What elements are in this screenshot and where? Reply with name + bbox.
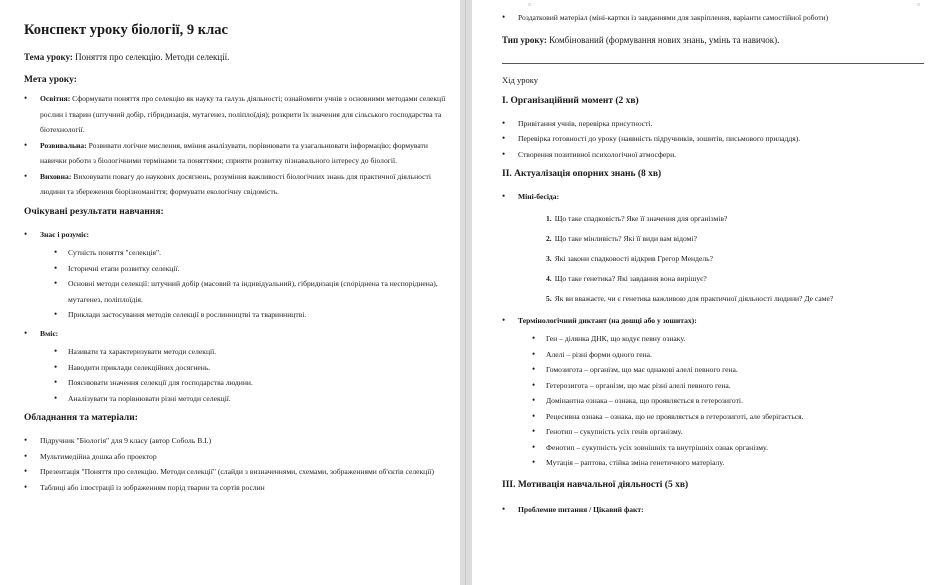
term-item: • Ген – ділянка ДНК, що кодує певну ознаку. [532,331,924,347]
problem-label: Проблемне питання / Цікавий факт: [518,504,644,514]
terms-list [532,331,924,471]
list-item: • Підручник "Біологія" для 9 класу (автор Соболь В.І.) [24,433,450,449]
goal-heading: Мета уроку: [24,75,77,86]
course-heading: Хід уроку [502,74,538,85]
term-item: • Домінантна ознака – ознака, що проявляється в гетерозиготі. [532,393,924,409]
lesson-topic-value: Поняття про селекцію. Методи селекції. [72,52,230,63]
term-item: • Фенотип – сукупність усіх зовнішніх та внутрішніх ознак організму. [532,440,924,456]
section1-list [502,116,924,163]
dictation-label: Термінологічний диктант (на дошці або у зошитах): [518,315,697,325]
page-gutter [460,0,472,585]
goal-item [24,138,450,169]
list-item: • Аналізувати та порівнювати різні методи селекції. [54,391,450,407]
goal-label: Розвивальна: [40,140,87,150]
section3-list [502,502,924,518]
results-heading: Очікувані результати навчання: [24,206,164,217]
list-item: • Наводити приклади селекційних досягнень. [54,360,450,376]
question-number: 1. [546,213,552,223]
list-item: • Привітання учнів, перевірка присутності. [502,116,924,132]
lesson-topic [24,51,450,64]
term-item: • Рецесивна ознака – ознака, що не проявляється в гетерозиготі, але зберігається. [532,409,924,425]
page-corner-icon: ▫ [917,0,920,9]
question-item [518,249,924,269]
goal-text: Виховувати повагу до наукових досягнень, розуміння важливості біологічних знань для практичної діяльності людини та збереження біорізноманіття; формувати екологічну свідомість. [40,171,431,197]
dictation-item [502,313,924,471]
results-knows [24,227,450,323]
document-page-right [472,0,940,585]
goal-text: Розвивати логічне мислення, вміння аналізувати, порівнювати та узагальнювати інформацію; формувати навички роботи з біологічними термінами та поняттями; сприяти розвитку пізнавального інтересу до біології. [40,140,428,166]
list-item: • Роздатковий матеріал (міні-картки із завданнями для закріплення, варіанти самостійної роботи) [502,10,924,26]
skills-list [54,344,450,406]
list-item: • Основні методи селекції: штучний добір (масовий та індивідуальний), гібридизація (споріднена та неспоріднена), мутагенез, поліплоїдія. [54,276,450,307]
conversation-item [502,189,924,309]
document-page-left [0,0,460,585]
question-text: Як ви вважаєте, чи є генетика важливою для практичної діяльності людини? Де саме? [554,293,834,303]
list-item: • Презентація "Поняття про селекцію. Методи селекції" (слайди з визначеннями, схемами, зображеннями об'єктів селекції) [24,464,450,480]
horizontal-rule [502,63,924,64]
list-item: • Мультимедійна дошка або проектор [24,449,450,465]
list-item: • Приклади застосування методів селекції в рослинництві та тваринництві. [54,307,450,323]
conversation-label: Міні-бесіда: [518,192,560,201]
section-heading: III. Мотивація навчальної діяльності (5 хв) [502,479,689,490]
term-item: • Мутація – раптова, стійка зміна генетичного матеріалу. [532,455,924,471]
question-item [518,209,924,229]
list-item: • Пояснювати значення селекції для господарства людини. [54,375,450,391]
question-number: 3. [546,253,552,263]
list-item: • Перевірка готовності до уроку (наявність підручників, зошитів, письмового приладдя). [502,131,924,147]
lesson-type-label: Тип уроку: [502,34,547,45]
goal-label: Виховна: [40,171,72,181]
term-item: • Гетерозигота – організм, що має різні алелі певного гена. [532,378,924,394]
list-item: • Створення позитивної психологічної атмосфери. [502,147,924,163]
equipment-list [24,433,450,495]
question-item [518,289,924,309]
list-item: • Називати та характеризувати методи селекції. [54,344,450,360]
lesson-type-value: Комбінований (формування нових знань, умінь та навичок). [546,34,780,45]
goal-label: Освітня: [40,94,71,104]
question-list [518,209,924,309]
page-corner-icon: ▫ [528,0,531,9]
question-text: Що таке генетика? Які завдання вона вирішує? [554,273,707,283]
section2-list [502,189,924,471]
document-title: Конспект уроку біології, 9 клас [24,22,228,38]
question-item [518,269,924,289]
question-number: 5. [546,293,552,303]
knows-label: Знає і розуміє: [40,229,90,239]
list-item: • Сутність поняття "селекція". [54,245,450,261]
question-item [518,229,924,249]
goal-item [24,91,450,138]
term-item: • Генотип – сукупність усіх генів організму. [532,424,924,440]
lesson-topic-label: Тема уроку: [24,52,73,63]
question-number: 4. [546,273,552,283]
goal-item [24,169,450,200]
list-item: • Історичні етапи розвитку селекції. [54,261,450,277]
goal-list [24,91,450,200]
results-skills [24,326,450,407]
question-text: Які закони спадковості відкрив Грегор Мендель? [554,253,713,263]
results-list [24,227,450,407]
knows-list [54,245,450,323]
goal-text: Сформувати поняття про селекцію як науку та галузь діяльності; ознайомити учнів з основними методами селекції рослин і тварин (штучний добір, гібридизація, мутагенез, поліплоїдія); розкрити їх значення для сільського господарства та біотехнології. [40,94,446,135]
list-item: • Таблиці або ілюстрації із зображенням порід тварин та сортів рослин [24,480,450,496]
section-heading: II. Актуалізація опорних знань (8 хв) [502,169,662,179]
term-item: • Алелі – різні форми одного гена. [532,347,924,363]
lesson-type [502,34,924,47]
skills-label: Вміє: [40,328,59,338]
question-text: Що таке мінливість? Які її види вам відомі? [554,233,697,243]
extra-material-list [502,10,924,26]
question-number: 2. [546,233,552,243]
section-heading: I. Організаційний момент (2 хв) [502,95,639,106]
question-text: Що таке спадковість? Яке її значення для організмів? [554,213,728,223]
list-item [502,502,924,518]
equipment-heading: Обладнання та матеріали: [24,413,138,424]
term-item: • Гомозигота – організм, що має однакові алелі певного гена. [532,362,924,378]
